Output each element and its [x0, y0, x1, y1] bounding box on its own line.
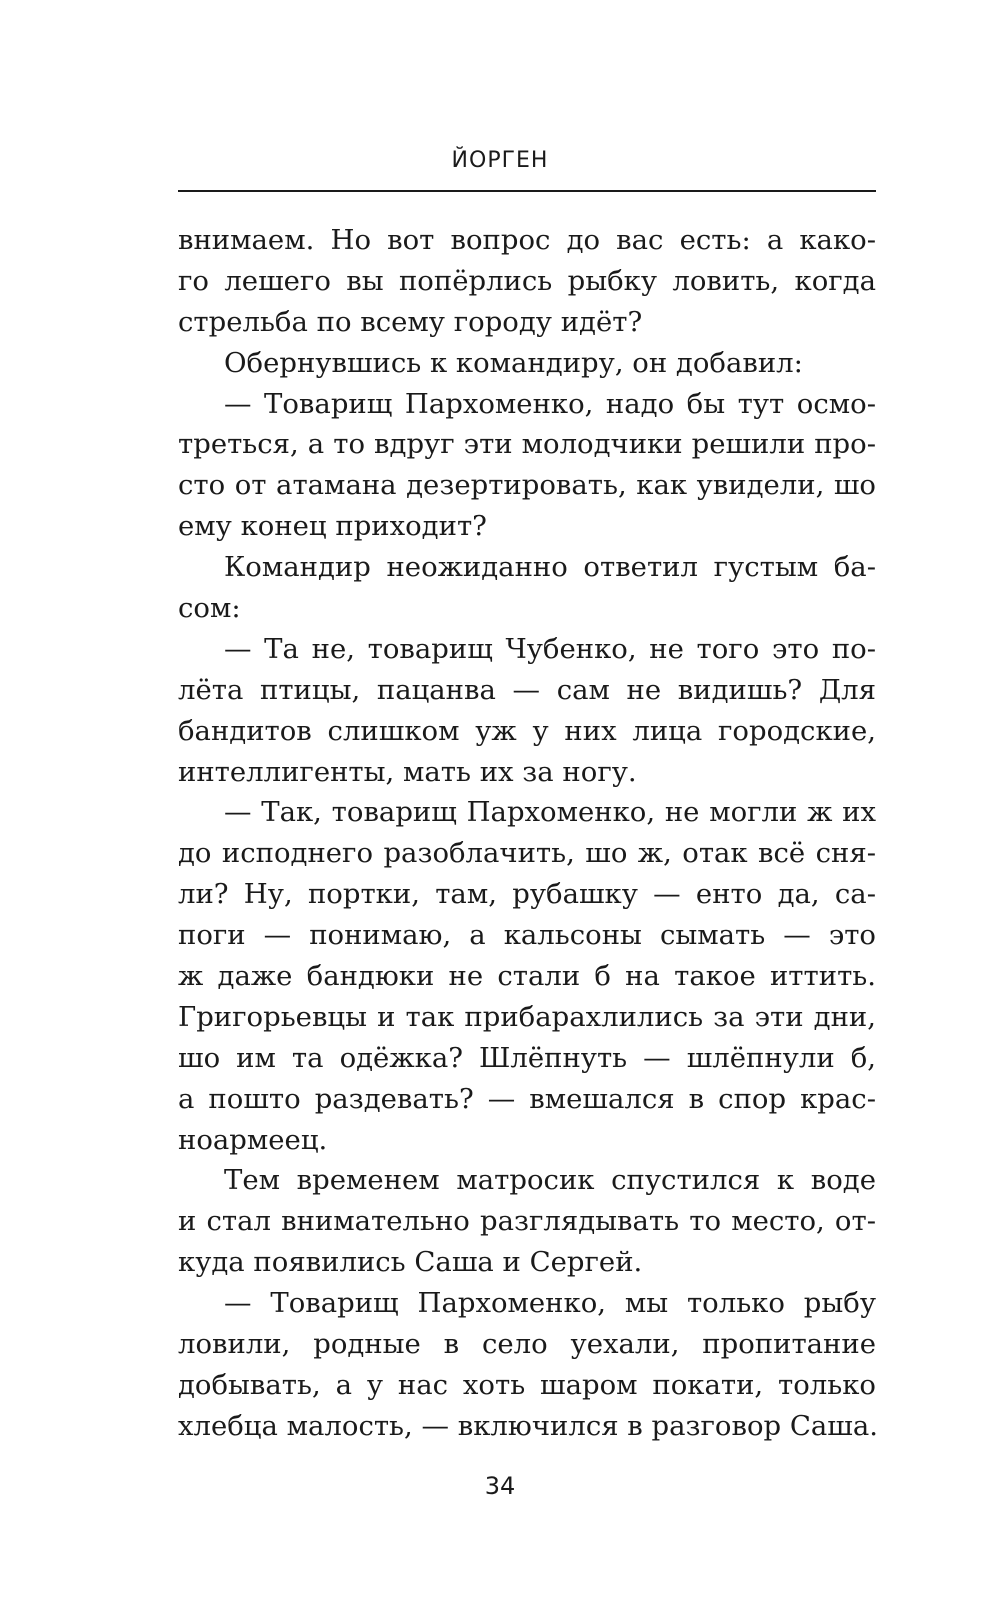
text-line: лёта птицы, пацанва — сам не видишь? Для — [178, 673, 876, 706]
text-line: бандитов слишком уж у них лица городские, — [178, 714, 876, 747]
text-line: стрельба по всему городу идёт? — [178, 305, 643, 338]
text-line: ловили, родные в село уехали, пропитание — [178, 1328, 876, 1361]
text-line: ли? Ну, портки, там, рубашку — енто да, са- — [178, 878, 876, 911]
body-text — [178, 220, 879, 1447]
text-line: — Та не, товарищ Чубенко, не того это по- — [224, 632, 876, 665]
text-line: Командир неожиданно ответил густым ба- — [224, 551, 876, 584]
text-line: до исподнего разоблачить, шо ж, отак всё сня- — [178, 837, 876, 870]
text-line: Тем временем матросик спустился к воде — [224, 1164, 876, 1197]
text-line: а пошто раздевать? — вмешался в спор крас- — [178, 1082, 876, 1115]
text-line: — Так, товарищ Пархоменко, не могли ж их — [224, 796, 876, 829]
text-line: интеллигенты, мать их за ногу. — [178, 755, 637, 788]
text-line: куда появились Саша и Сергей. — [178, 1246, 643, 1279]
text-line: сом: — [178, 592, 241, 625]
text-line: шо им та одёжка? Шлёпнуть — шлёпнули б, — [178, 1041, 876, 1074]
text-line: Григорьевцы и так прибарахлились за эти дни, — [178, 1000, 876, 1033]
text-line: Обернувшись к командиру, он добавил: — [224, 346, 803, 379]
text-line: ноармеец. — [178, 1123, 328, 1156]
text-line: добывать, а у нас хоть шаром покати, только — [178, 1368, 876, 1401]
text-line: внимаем. Но вот вопрос до вас есть: а како- — [178, 224, 876, 256]
text-line: поги — понимаю, а кальсоны сымать — это — [178, 919, 876, 952]
text-line: и стал внимательно разглядывать то место, от- — [178, 1205, 876, 1238]
text-line: го лешего вы попёрлись рыбку ловить, когда — [178, 264, 876, 297]
text-line: ж даже бандюки не стали б на такое иттить. — [178, 960, 876, 993]
running-head: ЙОРГЕН — [451, 148, 549, 173]
header-rule — [178, 190, 876, 192]
text-line: — Товарищ Пархоменко, надо бы тут осмо- — [224, 387, 876, 420]
page-number: 34 — [484, 1472, 516, 1500]
text-line: сто от атамана дезертировать, как увидели, шо — [178, 469, 876, 502]
text-line: — Товарищ Пархоменко, мы только рыбу — [224, 1287, 876, 1320]
text-line: треться, а то вдруг эти молодчики решили про- — [178, 428, 876, 461]
text-line: хлебца малость, — включился в разговор Саша. — [178, 1409, 879, 1442]
text-line: ему конец приходит? — [178, 510, 487, 543]
